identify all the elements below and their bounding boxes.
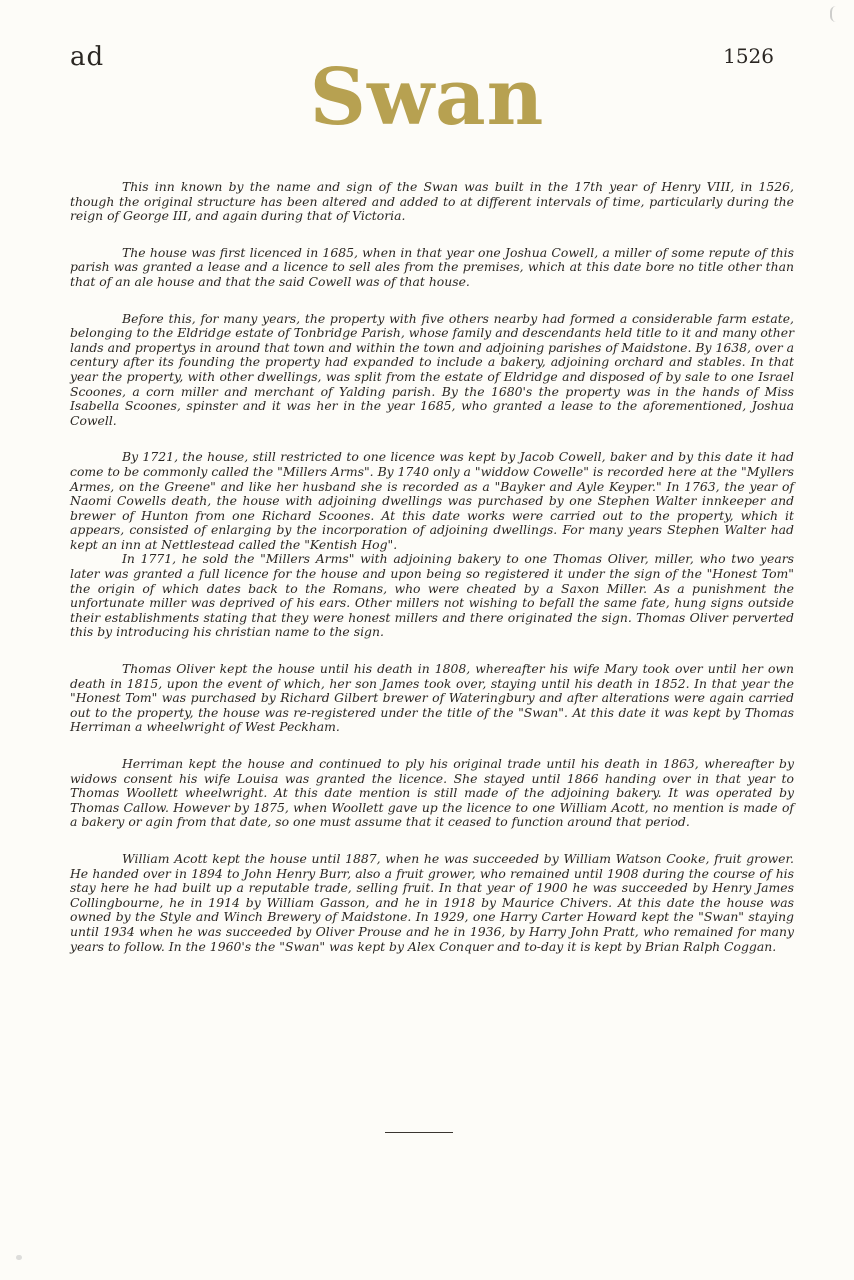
paragraph-3: Before this, for many years, the property with five others nearby had formed a considerable farm estate, belonging to the Eldridge estate of Tonbridge Parish, whose family and descendants held title to it and many other lands and propertys in around that town and within the town and adjoining parishes of Maidstone. By 1638, over a century after its founding the property had expanded to include a bakery, adjoining orchard and stables. In that year the property, with other dwellings, was split from the estate of Eldridge and disposed of by sale to one Israel Scoones, a corn miller and merchant of Yalding parish. By the 1680's the property was in the hands of Miss Isabella Scoones, spinster and it was her in the year 1685, who granted a lease to the aforementioned, Joshua Cowell.	[70, 310, 794, 428]
page-mark-left: ad	[70, 42, 105, 72]
paragraph-2: The house was first licenced in 1685, when in that year one Joshua Cowell, a miller of some repute of this parish was granted a lease and a licence to sell ales from the premises, which at this date bore no title other than that of an ale house and that the said Cowell was of that house.	[70, 244, 794, 289]
paragraph-8: William Acott kept the house until 1887, when he was succeeded by William Watson Cooke, fruit grower. He handed over in 1894 to John Henry Burr, also a fruit grower, who remained until 1908 during the course of his stay here he had built up a reputable trade, selling fruit. In that year of 1900 he was succeeded by Henry James Collingbourne, he in 1914 by William Gasson, and he in 1918 by Maurice Chivers. At this date the house was owned by the Style and Winch Brewery of Maidstone. In 1929, one Harry Carter Howard kept the "Swan" staying until 1934 when he was succeeded by Oliver Prouse and he in 1936, by Harry John Pratt, who remained for many years to follow. In the 1960's the "Swan" was kept by Alex Conquer and to-day it is kept by Brian Ralph Coggan.	[70, 850, 794, 954]
page-year: 1526	[723, 44, 774, 68]
paragraph-5: In 1771, he sold the "Millers Arms" with adjoining bakery to one Thomas Oliver, miller, who two years later was granted a full licence for the house and upon being so registered it under the sign of the "Honest Tom" the origin of which dates back to the Romans, who were cheated by a Saxon Miller. As a punishment the unfortunate miller was deprived of his ears. Other millers not wishing to befall the same fate, hung signs outside their establishments stating that they were honest millers and there originated the sign. Thomas Oliver perverted this by introducing his christian name to the sign.	[70, 551, 794, 640]
history-text	[70, 180, 794, 976]
closing-rule	[385, 1132, 453, 1133]
paragraph-4: By 1721, the house, still restricted to one licence was kept by Jacob Cowell, baker and by this date it had come to be commonly called the "Millers Arms". By 1740 only a "widdow Cowelle" is recorded here at the "Myllers Armes, on the Greene" and like her husband she is recorded as a "Bayker and Ayle Keyper." In 1763, the year of Naomi Cowells death, the house with adjoining dwellings was purchased by one Stephen Walter innkeeper and brewer of Hunton from one Richard Scoones. At this date works were carried out to the property, which it appears, consisted of enlarging by the incorporation of adjoining dwellings. For many years Stephen Walter had kept an inn at Nettlestead called the "Kentish Hog".	[70, 449, 794, 552]
binder-mark-top-right	[830, 6, 842, 22]
binder-mark-bottom-left	[16, 1255, 22, 1260]
paragraph-6: Thomas Oliver kept the house until his death in 1808, whereafter his wife Mary took over until her own death in 1815, upon the event of which, her son James took over, staying until his death in 1852. In that year the "Honest Tom" was purchased by Richard Gilbert brewer of Wateringbury and after alterations were again carried out to the property, the house was re-registered under the title of the "Swan". At this date it was kept by Thomas Herriman a wheelwright of West Peckham.	[70, 661, 794, 735]
page-title: Swan	[309, 52, 545, 143]
paragraph-1: This inn known by the name and sign of the Swan was built in the 17th year of Henry VIII, in 1526, though the original structure has been altered and added to at different intervals of time, particularly during the reign of George III, and again during that of Victoria.	[70, 179, 794, 224]
paragraph-7: Herriman kept the house and continued to ply his original trade until his death in 1863, whereafter by widows consent his wife Louisa was granted the licence. She stayed until 1866 handing over in that year to Thomas Woollett wheelwright. At this date mention is still made of the adjoining bakery. It was operated by Thomas Callow. However by 1875, when Woollett gave up the licence to one William Acott, no mention is made of a bakery or agin from that date, so one must assume that it ceased to function around that period.	[70, 756, 794, 830]
